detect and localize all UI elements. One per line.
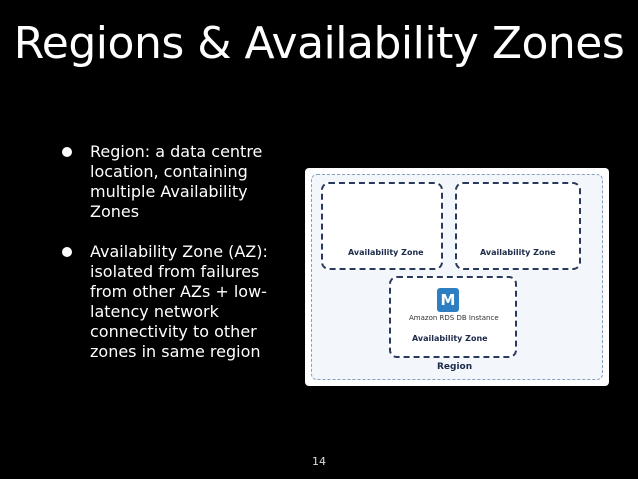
- bullet-text: Region: a data centre location, containing multiple Availability Zones: [90, 142, 263, 221]
- slide-title: Regions & Availability Zones: [13, 18, 625, 69]
- az-label: Availability Zone: [409, 334, 491, 343]
- az-label: Availability Zone: [345, 248, 427, 257]
- bullet-dot-icon: [62, 147, 72, 157]
- db-instance-label: Amazon RDS DB Instance: [409, 314, 499, 322]
- page-number: 14: [312, 455, 326, 468]
- region-az-diagram: [305, 168, 609, 386]
- bullet-item: [62, 242, 297, 362]
- database-icon: M: [437, 288, 459, 312]
- bullet-list: [62, 142, 297, 382]
- bullet-dot-icon: [62, 247, 72, 257]
- region-label: Region: [437, 362, 473, 372]
- az-label: Availability Zone: [477, 248, 559, 257]
- bullet-text: Availability Zone (AZ): isolated from failures from other AZs + low-latency network connectivity to other zones in same region: [90, 242, 268, 361]
- bullet-item: [62, 142, 297, 222]
